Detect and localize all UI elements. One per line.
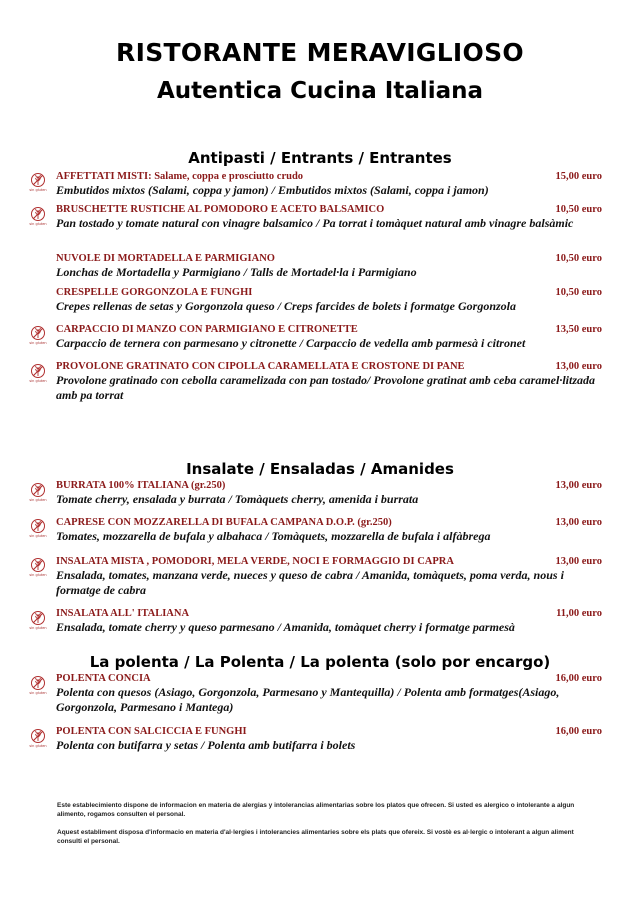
item-description: Lonchas de Mortadella y Parmigiano / Talls de Mortadel·la i Parmigiano <box>56 265 417 279</box>
item-price: 15,00 euro <box>555 171 602 182</box>
item-price: 10,50 euro <box>555 253 602 264</box>
item-name: POLENTA CONCIA <box>56 673 151 684</box>
menu-item <box>56 672 602 715</box>
crossed-wheat-icon <box>28 518 48 534</box>
item-description: Polenta con quesos (Asiago, Gorgonzola, Parmesano y Mantequilla) / Polenta amb formatges(Asiago, Gorgonzola, Parmesano i Mantega) <box>56 685 560 714</box>
item-price: 10,50 euro <box>555 204 602 215</box>
crossed-wheat-icon <box>28 363 48 379</box>
restaurant-name: RISTORANTE MERAVIGLIOSO <box>116 38 524 67</box>
item-description: Embutidos mixtos (Salami, coppa y jamon) / Embutidos mixtos (Salami, coppa i jamon) <box>56 183 489 197</box>
menu-item <box>56 170 602 198</box>
item-name: POLENTA CON SALCICCIA E FUNGHI <box>56 726 247 737</box>
item-description: Tomate cherry, ensalada y burrata / Tomàquets cherry, amenida i burrata <box>56 492 419 506</box>
gluten-free-badge <box>28 728 48 750</box>
section-title-polenta: La polenta / La Polenta / La polenta (solo por encargo) <box>89 653 551 671</box>
item-description: Carpaccio de ternera con parmesano y citronette / Carpaccio de vedella amb parmesà i citronet <box>56 336 526 350</box>
gluten-free-label: sin gluten <box>29 691 47 695</box>
item-name: AFFETTATI MISTI: Salame, coppa e prosciutto crudo <box>56 171 304 182</box>
menu-item <box>56 360 602 403</box>
item-name: CARPACCIO DI MANZO CON PARMIGIANO E CITRONETTE <box>56 324 358 335</box>
crossed-wheat-icon <box>28 675 48 691</box>
item-name: PROVOLONE GRATINATO CON CIPOLLA CARAMELLATA E CROSTONE DI PANE <box>56 361 465 372</box>
crossed-wheat-icon <box>28 172 48 188</box>
item-name: BRUSCHETTE RUSTICHE AL POMODORO E ACETO BALSAMICO <box>56 204 385 215</box>
gluten-free-label: sin gluten <box>29 188 47 192</box>
menu-item <box>56 252 602 280</box>
item-name: CRESPELLE GORGONZOLA E FUNGHI <box>56 287 253 298</box>
item-price: 13,50 euro <box>555 324 602 335</box>
gluten-free-badge <box>28 675 48 697</box>
crossed-wheat-icon <box>28 557 48 573</box>
item-name: BURRATA 100% ITALIANA (gr.250) <box>56 480 226 491</box>
gluten-free-label: sin gluten <box>29 744 47 748</box>
item-price: 13,00 euro <box>555 361 602 372</box>
menu-item <box>56 203 602 231</box>
item-price: 16,00 euro <box>555 726 602 737</box>
gluten-free-badge <box>28 172 48 194</box>
menu-item <box>56 286 602 314</box>
item-price: 11,00 euro <box>556 608 602 619</box>
item-description: Ensalada, tomate cherry y queso parmesano / Amanida, tomàquet cherry i formatge parmesà <box>56 620 515 634</box>
crossed-wheat-icon <box>28 482 48 498</box>
gluten-free-label: sin gluten <box>29 534 47 538</box>
gluten-free-label: sin gluten <box>29 341 47 345</box>
crossed-wheat-icon <box>28 728 48 744</box>
allergen-note-ca: Aquest establiment disposa d'informacio en materia d'al·lergies i intolerancies alimentaries sobre els plats que ofereix. Si vostè es al·lergic o intolerant a algun aliment consulti el personal. <box>57 829 574 845</box>
gluten-free-badge <box>28 206 48 228</box>
item-price: 16,00 euro <box>555 673 602 684</box>
crossed-wheat-icon <box>28 206 48 222</box>
gluten-free-badge <box>28 557 48 579</box>
item-price: 13,00 euro <box>555 517 602 528</box>
crossed-wheat-icon <box>28 610 48 626</box>
menu-item <box>56 516 602 544</box>
menu-item <box>56 479 602 507</box>
section-title-insalate: Insalate / Ensaladas / Amanides <box>186 460 454 478</box>
item-description: Tomates, mozzarella de bufala y albahaca / Tomàquets, mozzarella de bufala i alfàbrega <box>56 529 491 543</box>
item-name: NUVOLE DI MORTADELLA E PARMIGIANO <box>56 253 275 264</box>
gluten-free-badge <box>28 363 48 385</box>
menu-item <box>56 725 602 753</box>
gluten-free-label: sin gluten <box>29 498 47 502</box>
gluten-free-badge <box>28 518 48 540</box>
item-description: Provolone gratinado con cebolla caramelizada con pan tostado/ Provolone gratinat amb ceba caramel·litzada amb pa torrat <box>56 373 595 402</box>
item-name: INSALATA ALL' ITALIANA <box>56 608 190 619</box>
item-price: 13,00 euro <box>555 556 602 567</box>
item-price: 13,00 euro <box>555 480 602 491</box>
gluten-free-label: sin gluten <box>29 222 47 226</box>
crossed-wheat-icon <box>28 325 48 341</box>
gluten-free-label: sin gluten <box>29 573 47 577</box>
allergen-note-es: Este establecimiento dispone de informacion en materia de alergias y intolerancias alimentarias sobre los platos que ofrecen. Si usted es alergico o intolerante a algun alimento, rogamos consulten el personal. <box>57 802 575 818</box>
gluten-free-badge <box>28 610 48 632</box>
item-description: Ensalada, tomates, manzana verde, nueces y queso de cabra / Amanida, tomàquets, poma verda, nous i formatge de cabra <box>56 568 564 597</box>
item-description: Crepes rellenas de setas y Gorgonzola queso / Creps farcides de bolets i formatge Gorgonzola <box>56 299 516 313</box>
item-name: INSALATA MISTA , POMODORI, MELA VERDE, NOCI E FORMAGGIO DI CAPRA <box>56 556 454 567</box>
menu-item <box>56 607 602 635</box>
item-price: 10,50 euro <box>555 287 602 298</box>
menu-item <box>56 555 602 598</box>
item-name: CAPRESE CON MOZZARELLA DI BUFALA CAMPANA D.O.P. (gr.250) <box>56 517 392 528</box>
item-description: Polenta con butifarra y setas / Polenta amb butifarra i bolets <box>56 738 356 752</box>
gluten-free-badge <box>28 325 48 347</box>
menu-item <box>56 323 602 351</box>
item-description: Pan tostado y tomate natural con vinagre balsamico / Pa torrat i tomàquet natural amb vinagre balsàmic <box>56 216 574 230</box>
section-title-antipasti: Antipasti / Entrants / Entrantes <box>188 149 452 167</box>
gluten-free-label: sin gluten <box>29 626 47 630</box>
gluten-free-label: sin gluten <box>29 379 47 383</box>
restaurant-subtitle: Autentica Cucina Italiana <box>156 78 484 104</box>
gluten-free-badge <box>28 482 48 504</box>
